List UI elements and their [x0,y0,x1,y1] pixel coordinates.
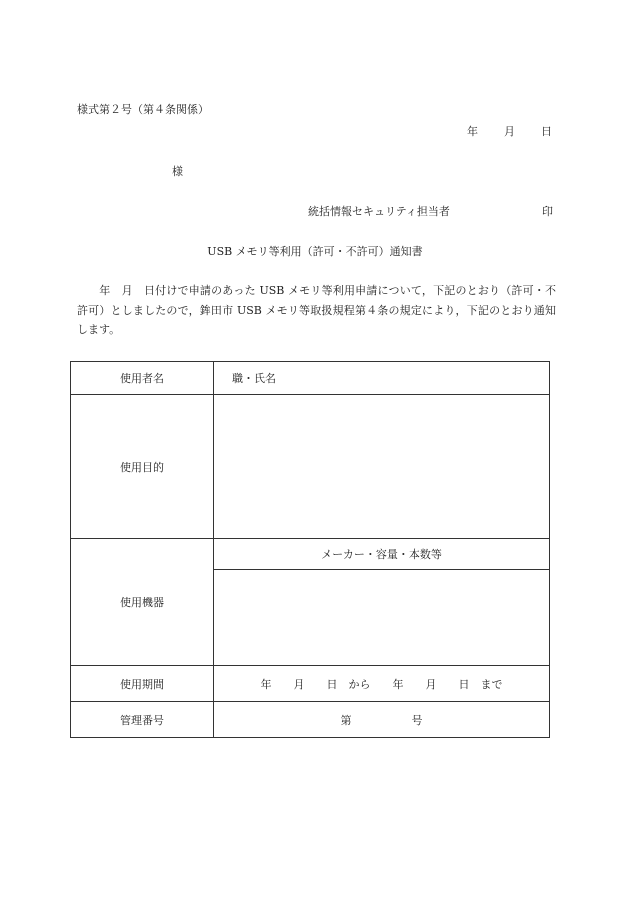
seal-mark: 印 [542,205,553,218]
purpose-field[interactable] [214,395,550,539]
date-day: 日 [541,125,552,138]
addressee-suffix: 様 [172,165,183,178]
body-paragraph [77,281,556,340]
device-subheader: メーカー・容量・本数等 [214,539,550,570]
device-field[interactable] [214,570,550,666]
period-field[interactable]: 年 月 日 から 年 月 日 まで [214,666,550,702]
manage-no-field[interactable] [214,702,550,738]
table-row-purpose [71,395,550,539]
table-row-manage-no [71,702,550,738]
manage-no-suffix: 号 [411,713,423,727]
user-label: 使用者名 [71,362,214,395]
form-number: 様式第２号（第４条関係） [77,103,209,116]
purpose-label: 使用目的 [71,395,214,539]
user-field[interactable]: 職・氏名 [214,362,550,395]
body-text: 年 月 日付けで申請のあった USB メモリ等利用申請について，下記のとおり（許可・不許可）としましたので，鉾田市 USB メモリ等取扱規程第４条の規定により，下記のとおり通知します。 [77,284,556,336]
table-row-period [71,666,550,702]
date-line [467,123,552,139]
period-label: 使用期間 [71,666,214,702]
table-row-user [71,362,550,395]
date-month: 月 [504,125,515,138]
issuer: 統括情報セキュリティ担当者 [308,205,450,218]
document-title: USB メモリ等利用（許可・不許可）通知書 [207,245,423,258]
date-year: 年 [467,125,478,138]
table-row-device-header [71,539,550,570]
device-label: 使用機器 [71,539,214,666]
manage-no-prefix: 第 [340,713,352,727]
manage-no-label: 管理番号 [71,702,214,738]
form-table [70,361,550,738]
